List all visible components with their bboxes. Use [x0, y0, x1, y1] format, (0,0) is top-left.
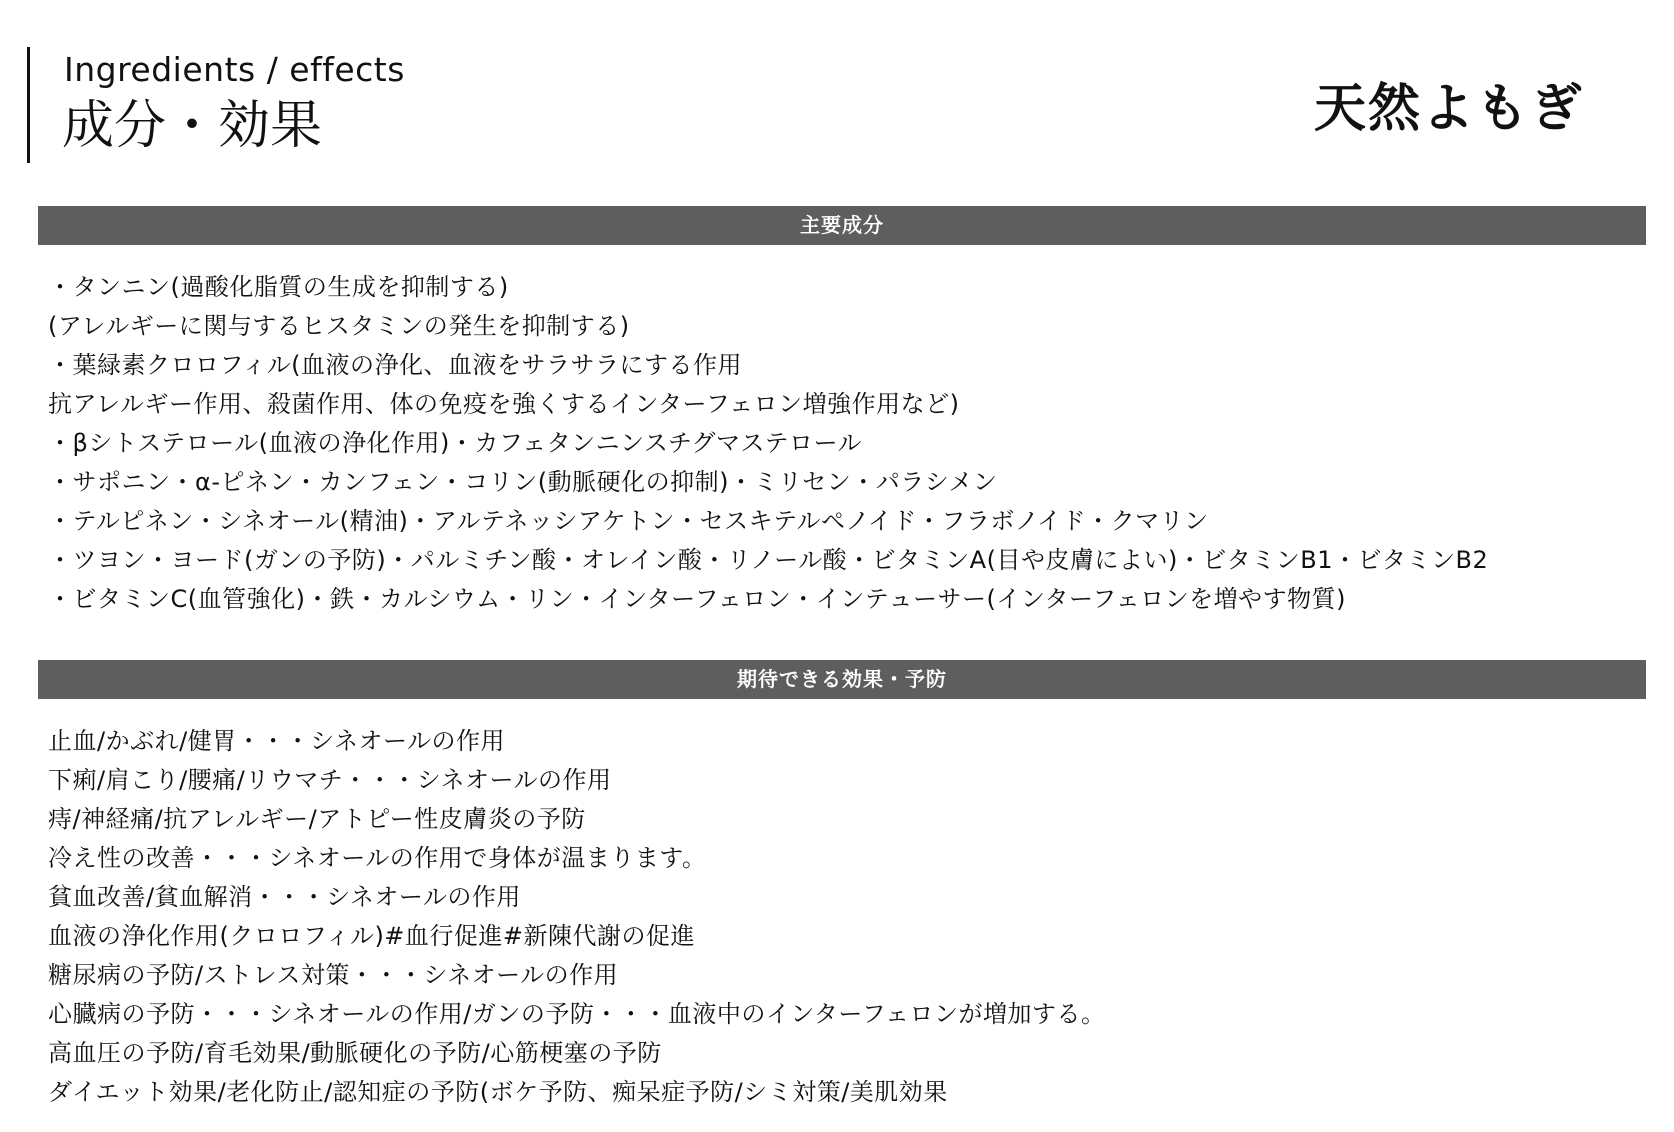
ingredient-line: ・葉緑素クロロフィル(血液の浄化、血液をサラサラにする作用	[48, 351, 742, 379]
ingredients-list	[48, 268, 1488, 619]
effect-line: 下痢/肩こり/腰痛/リウマチ・・・シネオールの作用	[48, 766, 612, 794]
effect-line: 血液の浄化作用(クロロフィル)#血行促進#新陳代謝の促進	[48, 922, 696, 950]
ingredient-line: 抗アレルギー作用、殺菌作用、体の免疫を強くするインターフェロン増強作用など)	[48, 390, 960, 418]
effect-line: ダイエット効果/老化防止/認知症の予防(ボケ予防、痴呆症予防/シミ対策/美肌効果	[48, 1078, 948, 1106]
ingredient-line: ・サポニン・α-ピネン・カンフェン・コリン(動脈硬化の抑制)・ミリセン・パラシメン	[48, 468, 998, 496]
ingredient-line: ・タンニン(過酸化脂質の生成を抑制する)	[48, 273, 509, 301]
ingredients-section-header: 主要成分	[38, 206, 1646, 245]
ingredient-line: ・テルピネン・シネオール(精油)・アルテネッシアケトン・セスキテルペノイド・フラボノイド・クマリン	[48, 507, 1209, 535]
ingredient-line: ・βシトステロール(血液の浄化作用)・カフェタンニンスチグマステロール	[48, 429, 863, 457]
ingredient-line: ・ビタミンC(血管強化)・鉄・カルシウム・リン・インターフェロン・インテューサー(インターフェロンを増やす物質)	[48, 585, 1346, 613]
title-accent-bar	[27, 47, 30, 163]
effect-line: 止血/かぶれ/健胃・・・シネオールの作用	[48, 727, 505, 755]
effect-line: 高血圧の予防/育毛効果/動脈硬化の予防/心筋梗塞の予防	[48, 1039, 662, 1067]
effect-line: 貧血改善/貧血解消・・・シネオールの作用	[48, 883, 521, 911]
product-name: 天然よもぎ	[1313, 79, 1584, 139]
effect-line: 冷え性の改善・・・シネオールの作用で身体が温まります。	[48, 844, 707, 872]
effect-line: 糖尿病の予防/ストレス対策・・・シネオールの作用	[48, 961, 619, 989]
ingredient-line: (アレルギーに関与するヒスタミンの発生を抑制する)	[48, 312, 630, 340]
page-title: 成分・効果	[62, 96, 323, 156]
effect-line: 痔/神経痛/抗アレルギー/アトピー性皮膚炎の予防	[48, 805, 586, 833]
effects-section-header: 期待できる効果・予防	[38, 660, 1646, 699]
ingredient-line: ・ツヨン・ヨード(ガンの予防)・パルミチン酸・オレイン酸・リノール酸・ビタミンA(目や皮膚によい)・ビタミンB1・ビタミンB2	[48, 546, 1489, 574]
page-subtitle-english: Ingredients / effects	[64, 50, 405, 89]
effect-line: 心臓病の予防・・・シネオールの作用/ガンの予防・・・血液中のインターフェロンが増加する。	[48, 1000, 1106, 1028]
effects-list	[48, 722, 1106, 1112]
